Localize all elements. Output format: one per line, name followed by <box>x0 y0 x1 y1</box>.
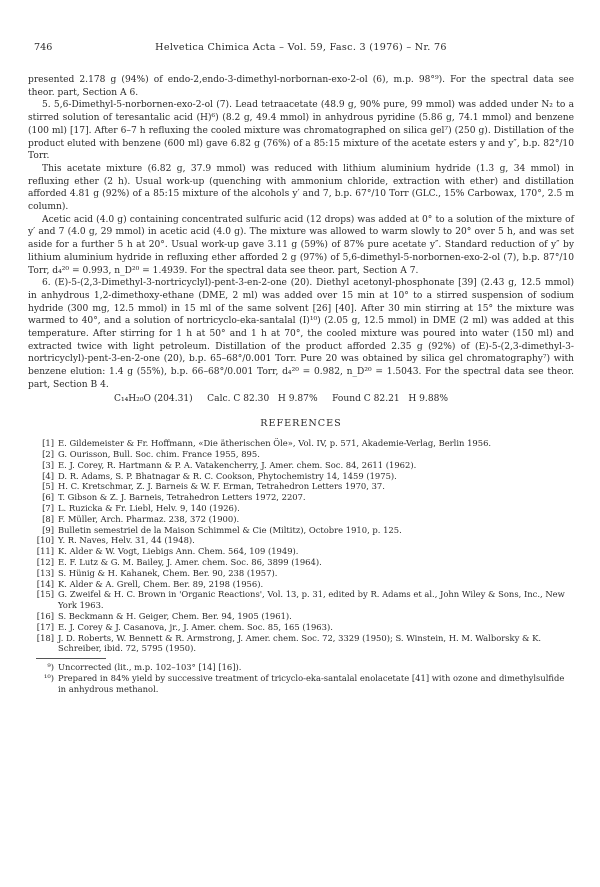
reference-text: E. J. Corey, R. Hartmann & P. A. Vatakencherry, J. Amer. chem. Soc. 84, 2611 (1962). <box>58 459 417 470</box>
footnote-divider <box>36 658 106 659</box>
reference-item <box>28 503 574 514</box>
reference-number: [3] <box>42 459 54 470</box>
paragraph: presented 2.178 g (94%) of endo-2,endo-3-dimethyl-norbornan-exo-2-ol (6), m.p. 98°⁹). For the spectral data see theor. part, Section A 6. <box>28 75 574 98</box>
reference-text: F. Müller, Arch. Pharmaz. 238, 372 (1900). <box>58 513 240 524</box>
reference-number: [8] <box>42 513 54 524</box>
reference-number: [16] <box>36 611 54 622</box>
footnote-number: ⁹) <box>47 662 54 673</box>
reference-item <box>28 481 574 492</box>
paragraph: Acetic acid (4.0 g) containing concentrated sulfuric acid (12 drops) was added at 0° to a solution of the mixture of y′ and 7 (4.0 g, 29 mmol) in acetic acid (4.0 g). The mixture was allowed to warm slowly to 20° over 5 h, and was set aside for a further 5 h at 20°. Usual work-up gave 3.11 g (59%) of 87% pure acetate y″. Standard reduction of y″ by lithium aluminium hydride in refluxing ether afforded 2 g (97%) of 5,6-dimethyl-5-norbornen-exo-2-ol (7), b.p. 87°/10 Torr, d₄²⁰ = 0.993, n_D²⁰ = 1.4939. For the spectral data see theor. part, Section A 7. <box>28 214 574 276</box>
reference-number: [2] <box>42 449 54 460</box>
reference-text: T. Gibson & Z. J. Barneis, Tetrahedron Letters 1972, 2207. <box>58 492 306 503</box>
reference-number: [13] <box>36 567 54 578</box>
reference-item <box>28 492 574 503</box>
reference-number: [1] <box>42 438 54 449</box>
footnote-text: Uncorrected (lit., m.p. 102–103° [14] [16]). <box>58 662 242 673</box>
reference-item <box>28 438 574 449</box>
reference-item <box>28 568 574 579</box>
references-heading: REFERENCES <box>260 418 342 430</box>
footnote-item <box>28 662 574 673</box>
reference-item <box>28 546 574 557</box>
reference-text: J. D. Roberts, W. Bennett & R. Armstrong, J. Amer. chem. Soc. 72, 3329 (1950); S. Winstein, H. M. Walborsky & K. Schreiber, ibid. 72, 5795 (1950). <box>58 632 542 654</box>
reference-number: [15] <box>36 589 54 600</box>
reference-text: E. F. Lutz & G. M. Bailey, J. Amer. chem. Soc. 86, 3899 (1964). <box>58 557 322 568</box>
page-number: 746 <box>34 42 53 53</box>
reference-text: L. Ruzicka & Fr. Liebl, Helv. 9, 140 (1926). <box>58 503 240 514</box>
page-header <box>28 42 574 58</box>
reference-list <box>28 438 574 654</box>
running-title: Helvetica Chimica Acta – Vol. 59, Fasc. 3 (1976) – Nr. 76 <box>155 42 447 53</box>
reference-text: S. Beckmann & H. Geiger, Chem. Ber. 94, 1905 (1961). <box>58 611 292 622</box>
footnotes <box>28 662 574 694</box>
reference-text: Bulletin semestriel de la Maison Schimmel & Cie (Miltitz), Octobre 1910, p. 125. <box>58 524 402 535</box>
journal-page <box>28 42 574 695</box>
reference-item <box>28 633 574 655</box>
reference-item <box>28 589 574 611</box>
footnote-item <box>28 673 574 695</box>
reference-number: [5] <box>42 481 54 492</box>
footnote-number: ¹⁰) <box>44 673 54 684</box>
reference-text: K. Alder & A. Grell, Chem. Ber. 89, 2198 (1956). <box>58 578 264 589</box>
reference-number: [11] <box>36 546 54 557</box>
reference-item <box>28 535 574 546</box>
reference-item <box>28 525 574 536</box>
reference-item <box>28 471 574 482</box>
reference-item <box>28 579 574 590</box>
reference-text: Y. R. Naves, Helv. 31, 44 (1948). <box>58 535 195 546</box>
paragraph: 6. (E)-5-(2,3-Dimethyl-3-nortricyclyl)-pent-3-en-2-one (20). Diethyl acetonyl-phosphonate [39] (2.43 g, 12.5 mmol) in anhydrous 1,2-dimethoxy-ethane (DME, 2 ml) was added over 15 min at 10° to a stirred suspension of sodium hydride (300 mg, 12.5 mmol) in 15 ml of the same solvent [26] [40]. After 30 min stirring at 15° the mixture was warmed to 40°, and a solution of nortricyclo-eka-santalal (I)¹⁰) (2.05 g, 12.5 mmol) in DME (2 ml) was added at this temperature. After stirring for 1 h at 50° and 1 h at 70°, the cooled mixture was poured into water (150 ml) and extracted twice with light petroleum. Distillation of the product afforded 2.35 g (92%) of (E)-5-(2,3-dimethyl-3-nortricyclyl)-pent-3-en-2-one (20), b.p. 65–68°/0.001 Torr. Pure 20 was obtained by silica gel chromatography⁷) with benzene elution: 1.4 g (55%), b.p. 66–68°/0.001 Torr, d₄²⁰ = 0.982, n_D²⁰ = 1.5043. For the spectral data see theor. part, Section B 4. <box>28 278 574 390</box>
reference-text: G. Zweifel & H. C. Brown in 'Organic Reactions', Vol. 13, p. 31, edited by R. Adams et al., John Wiley & Sons, Inc., New York 1963. <box>58 589 565 611</box>
reference-number: [7] <box>42 503 54 514</box>
reference-item <box>28 622 574 633</box>
paragraph: 5. 5,6-Dimethyl-5-norbornen-exo-2-ol (7). Lead tetraacetate (48.9 g, 90% pure, 99 mmol) was added under N₂ to a stirred solution of teresantalic acid (H)⁶) (8.2 g, 49.4 mmol) in anhydrous pyridine (5.86 g, 74.1 mmol) and benzene (100 ml) [17]. After 6–7 h refluxing the cooled mixture was chromatographed on silica gel⁷) (250 g). Distillation of the product eluted with benzene (600 ml) gave 6.82 g (76%) of a 85:15 mixture of the acetate esters y and y″, b.p. 82°/10 Torr. <box>28 100 574 162</box>
reference-item <box>28 514 574 525</box>
reference-item <box>28 611 574 622</box>
reference-text: K. Alder & W. Vogt, Liebigs Ann. Chem. 564, 109 (1949). <box>58 546 299 557</box>
reference-item <box>28 449 574 460</box>
reference-number: [14] <box>36 578 54 589</box>
reference-number: [4] <box>42 470 54 481</box>
reference-text: H. C. Kretschmar, Z. J. Barneis & W. F. Erman, Tetrahedron Letters 1970, 37. <box>58 481 385 492</box>
reference-number: [17] <box>36 621 54 632</box>
reference-text: S. Hünig & H. Kahanek, Chem. Ber. 90, 238 (1957). <box>58 567 278 578</box>
reference-item <box>28 557 574 568</box>
reference-text: E. J. Corey & J. Casanova, jr., J. Amer. chem. Soc. 85, 165 (1963). <box>58 621 333 632</box>
experimental-text <box>28 74 574 392</box>
paragraph: This acetate mixture (6.82 g, 37.9 mmol) was reduced with lithium aluminium hydride (1.3 g, 34 mmol) in refluxing ether (2 h). Usual work-up (quenching with ammonium chloride, extraction with ether) and distillation afforded 4.81 g (92%) of a 85:15 mixture of the alcohols y′ and 7, b.p. 67°/10 Torr (GLC., 15% Carbowax, 170°, 2.5 m column). <box>28 163 574 213</box>
reference-number: [6] <box>42 492 54 503</box>
footnote-text: Prepared in 84% yield by successive treatment of tricyclo-eka-santalal enolacetate [41] with ozone and dimethylsulfide in anhydrous methanol. <box>58 673 565 694</box>
reference-number: [12] <box>36 557 54 568</box>
reference-text: D. R. Adams, S. P. Bhatnagar & R. C. Cookson, Phytochemistry 14, 1459 (1975). <box>58 470 397 481</box>
reference-item <box>28 460 574 471</box>
reference-text: G. Ourisson, Bull. Soc. chim. France 1955, 895. <box>58 449 260 460</box>
reference-number: [9] <box>42 524 54 535</box>
elemental-analysis: C₁₄H₂₀O (204.31) Calc. C 82.30 H 9.87% Found C 82.21 H 9.88% <box>114 393 449 404</box>
reference-number: [18] <box>36 632 54 643</box>
reference-text: E. Gildemeister & Fr. Hoffmann, «Die ätherischen Öle», Vol. IV, p. 571, Akademie-Verlag, Berlin 1956. <box>58 438 492 449</box>
reference-number: [10] <box>36 535 54 546</box>
